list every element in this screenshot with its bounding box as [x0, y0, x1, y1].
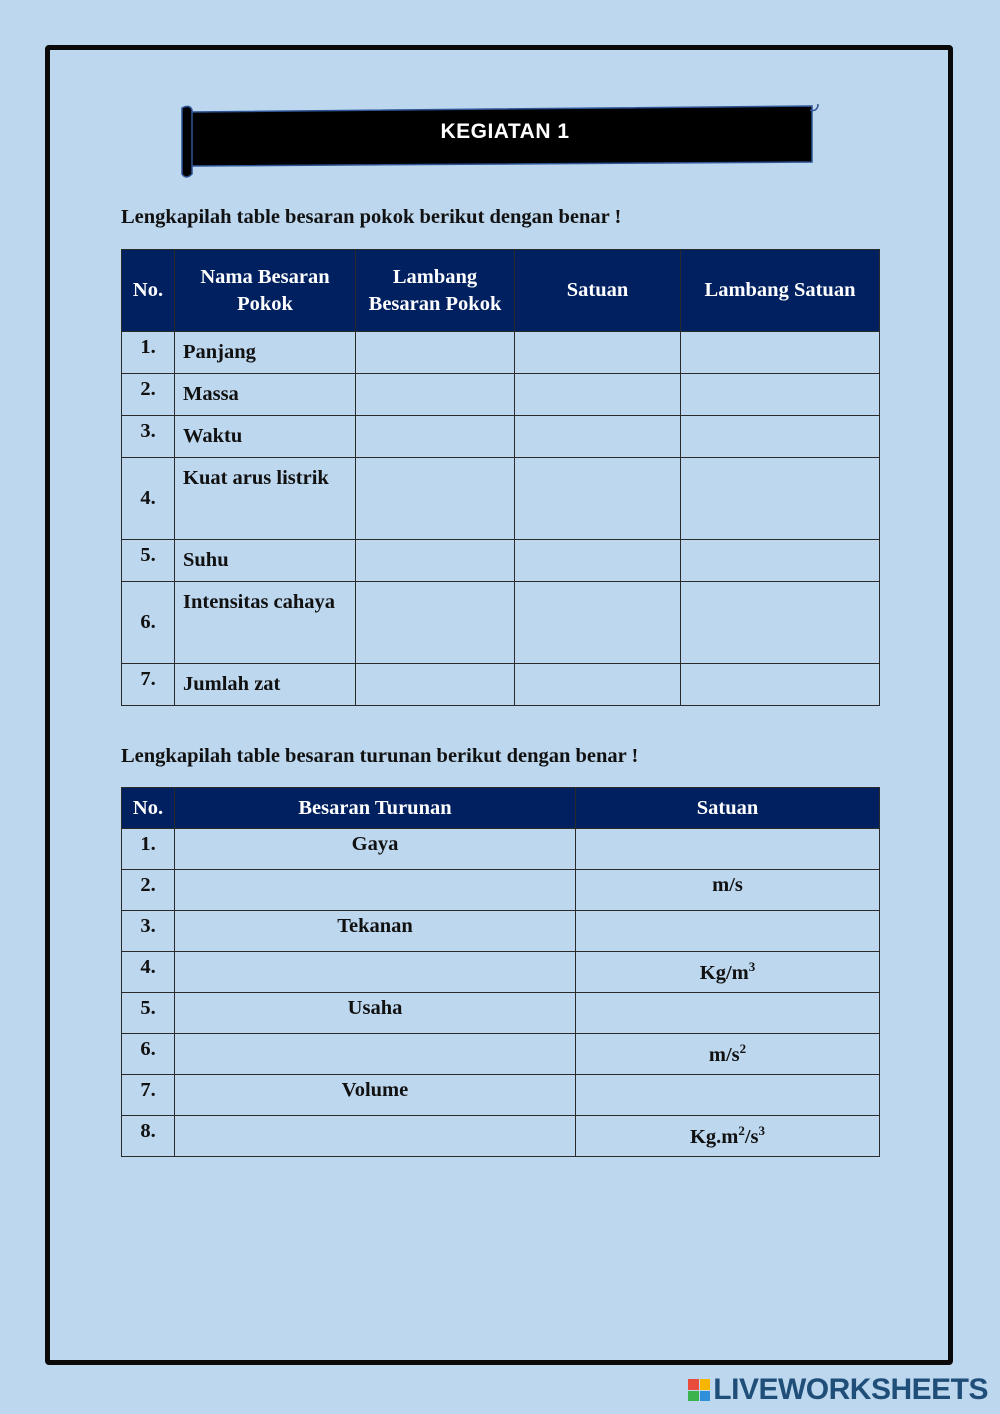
row-number: 3.: [122, 911, 175, 952]
table-header-row: [122, 250, 880, 332]
answer-lambang-besaran[interactable]: [356, 416, 515, 458]
unit-text: Kg.m: [689, 1125, 739, 1148]
header-nama-besaran: Nama Besaran Pokok: [175, 250, 356, 332]
table-row: [122, 664, 880, 706]
instruction-1: Lengkapilah table besaran pokok berikut dengan benar !: [121, 206, 622, 228]
row-number: 2.: [122, 374, 175, 416]
row-besaran-turunan: Volume: [175, 1075, 576, 1116]
liveworksheets-icon: [688, 1379, 710, 1401]
answer-satuan[interactable]: [515, 332, 681, 374]
row-number: 8.: [122, 1116, 175, 1157]
answer-lambang-besaran[interactable]: [356, 332, 515, 374]
answer-besaran-turunan[interactable]: [175, 1116, 576, 1157]
answer-satuan[interactable]: [576, 829, 880, 870]
answer-satuan[interactable]: [515, 540, 681, 582]
table-row: [122, 870, 880, 911]
row-besaran-name: Kuat arus listrik: [175, 458, 356, 540]
row-besaran-name: Waktu: [175, 416, 356, 458]
answer-besaran-turunan[interactable]: [175, 952, 576, 993]
row-satuan: [576, 1116, 880, 1157]
table-row: [122, 416, 880, 458]
answer-besaran-turunan[interactable]: [175, 870, 576, 911]
table-row: [122, 829, 880, 870]
unit-exponent: 3: [748, 959, 756, 974]
row-besaran-name: Suhu: [175, 540, 356, 582]
row-besaran-turunan: Gaya: [175, 829, 576, 870]
answer-lambang-satuan[interactable]: [681, 332, 880, 374]
row-besaran-name: Massa: [175, 374, 356, 416]
header-satuan: Satuan: [576, 788, 880, 829]
row-number: 7.: [122, 664, 175, 706]
answer-lambang-besaran[interactable]: [356, 374, 515, 416]
unit-exponent: 2: [739, 1041, 747, 1056]
answer-lambang-satuan[interactable]: [681, 374, 880, 416]
table-row: [122, 540, 880, 582]
unit-exponent-2: 3: [758, 1123, 766, 1138]
table-besaran-turunan: [121, 787, 880, 1157]
answer-satuan[interactable]: [515, 582, 681, 664]
table-row: [122, 911, 880, 952]
unit-text-2: /s: [744, 1125, 759, 1148]
answer-satuan[interactable]: [515, 664, 681, 706]
row-besaran-name: Panjang: [175, 332, 356, 374]
table-row: [122, 993, 880, 1034]
table-row: [122, 458, 880, 540]
table-row: [122, 582, 880, 664]
answer-lambang-besaran[interactable]: [356, 540, 515, 582]
row-number: 4.: [122, 952, 175, 993]
answer-lambang-besaran[interactable]: [356, 664, 515, 706]
instruction-2: Lengkapilah table besaran turunan berikut dengan benar !: [121, 745, 639, 767]
row-number: 5.: [122, 540, 175, 582]
answer-lambang-besaran[interactable]: [356, 458, 515, 540]
header-lambang-besaran: Lambang Besaran Pokok: [356, 250, 515, 332]
unit-text: m/s: [708, 1043, 740, 1066]
header-no: No.: [122, 788, 175, 829]
header-lambang-satuan: Lambang Satuan: [681, 250, 880, 332]
answer-satuan[interactable]: [576, 911, 880, 952]
row-number: 6.: [122, 582, 175, 664]
header-satuan: Satuan: [515, 250, 681, 332]
brand-name: LIVEWORKSHEETS: [713, 1373, 988, 1406]
table-row: [122, 332, 880, 374]
row-number: 4.: [122, 458, 175, 540]
title-banner: [180, 104, 820, 168]
row-satuan: [576, 952, 880, 993]
unit-text: m/s: [712, 874, 743, 896]
answer-lambang-satuan[interactable]: [681, 416, 880, 458]
unit-exponent: 2: [738, 1123, 745, 1138]
answer-lambang-satuan[interactable]: [681, 540, 880, 582]
row-number: 6.: [122, 1034, 175, 1075]
header-besaran-turunan: Besaran Turunan: [175, 788, 576, 829]
row-besaran-turunan: Usaha: [175, 993, 576, 1034]
row-number: 7.: [122, 1075, 175, 1116]
table-row: [122, 1034, 880, 1075]
header-no: No.: [122, 250, 175, 332]
table-besaran-pokok: [121, 249, 880, 706]
answer-satuan[interactable]: [515, 374, 681, 416]
row-number: 3.: [122, 416, 175, 458]
answer-lambang-satuan[interactable]: [681, 458, 880, 540]
table-row: [122, 1116, 880, 1157]
unit-text: Kg/m: [699, 961, 749, 984]
row-number: 1.: [122, 829, 175, 870]
row-satuan: [576, 1034, 880, 1075]
table-row: [122, 1075, 880, 1116]
banner-title: KEGIATAN 1: [440, 120, 570, 143]
answer-satuan[interactable]: [576, 993, 880, 1034]
liveworksheets-logo: [688, 1374, 988, 1406]
answer-lambang-satuan[interactable]: [681, 664, 880, 706]
row-number: 1.: [122, 332, 175, 374]
row-satuan: [576, 870, 880, 911]
answer-satuan[interactable]: [576, 1075, 880, 1116]
row-number: 2.: [122, 870, 175, 911]
table-header-row: [122, 788, 880, 829]
answer-lambang-besaran[interactable]: [356, 582, 515, 664]
table-row: [122, 952, 880, 993]
row-besaran-name: Intensitas cahaya: [175, 582, 356, 664]
row-besaran-name: Jumlah zat: [175, 664, 356, 706]
row-besaran-turunan: Tekanan: [175, 911, 576, 952]
table-row: [122, 374, 880, 416]
answer-lambang-satuan[interactable]: [681, 582, 880, 664]
answer-satuan[interactable]: [515, 458, 681, 540]
answer-satuan[interactable]: [515, 416, 681, 458]
row-number: 5.: [122, 993, 175, 1034]
answer-besaran-turunan[interactable]: [175, 1034, 576, 1075]
